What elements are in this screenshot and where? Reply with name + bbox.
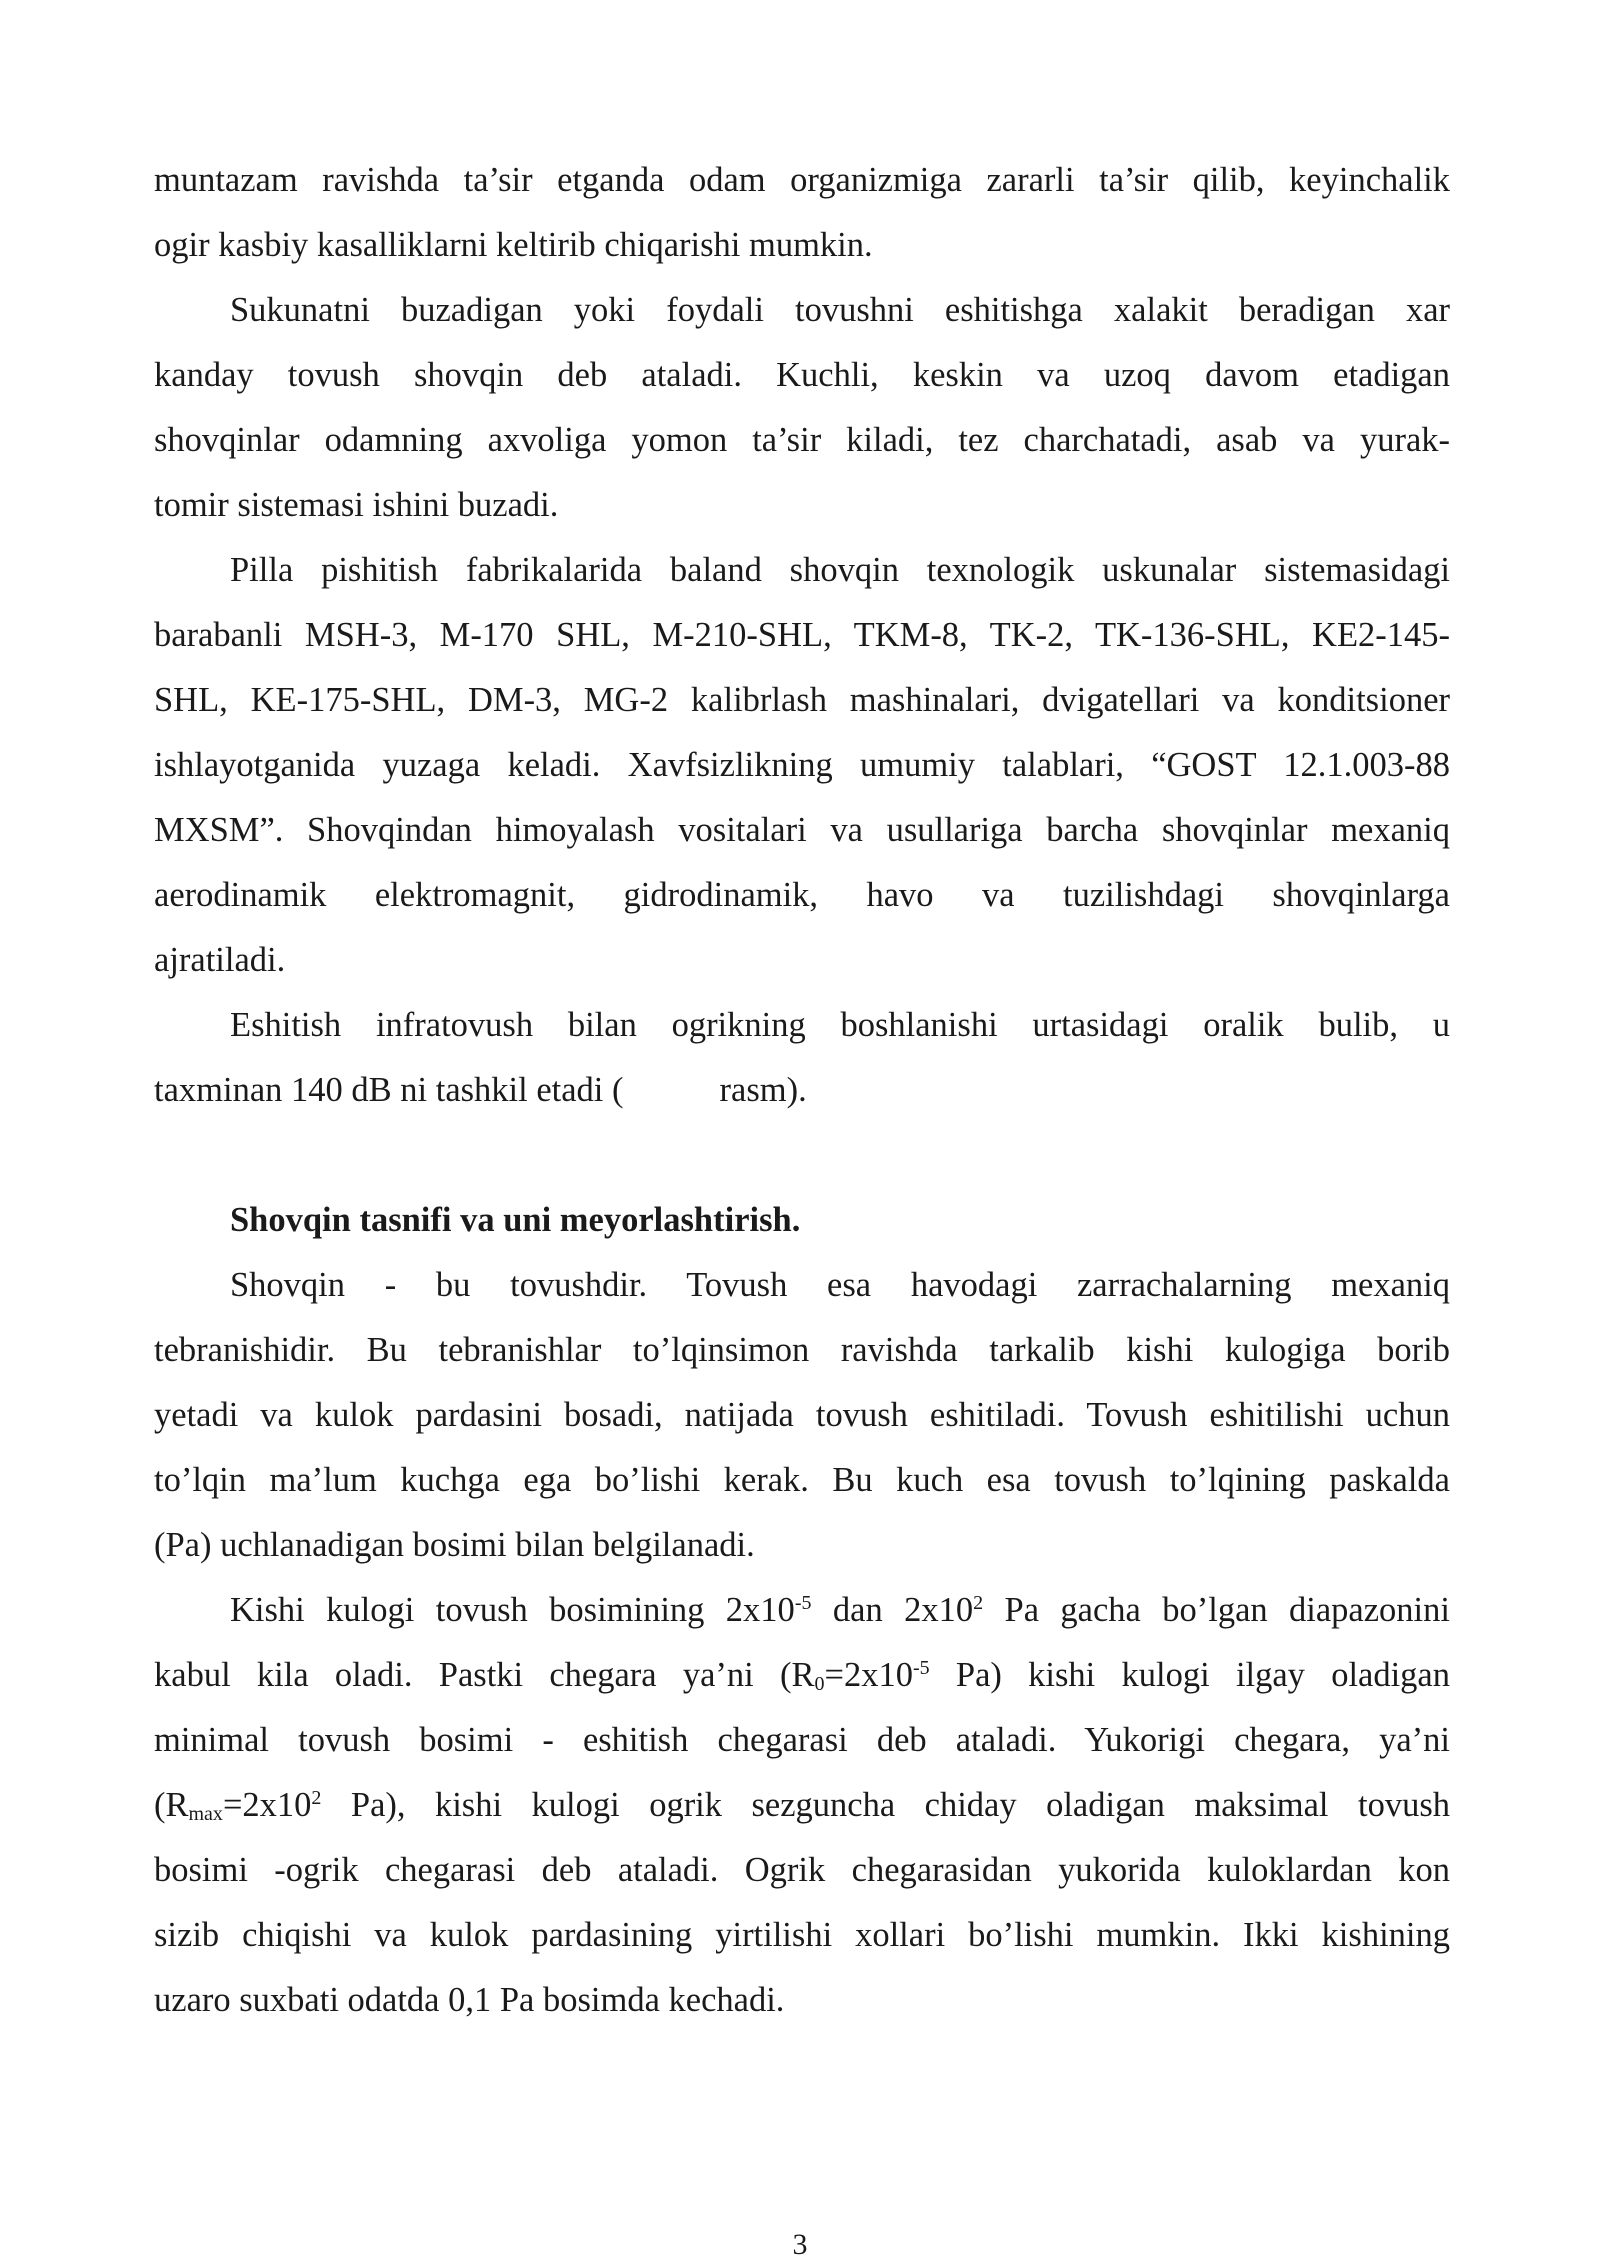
paragraph-continuation <box>154 148 1450 278</box>
text-span: dan 2x10 <box>811 1591 974 1629</box>
superscript: 2 <box>311 1786 322 1809</box>
text-line: yetadi va kulok pardasini bosadi, natijada tovush eshitiladi. Tovush eshitilishi uchun <box>154 1396 1450 1434</box>
text-span: Pa), kishi kulogi ogrik sezguncha chiday oladigan maksimal tovush <box>321 1786 1450 1824</box>
text-line: muntazam ravishda ta’sir etganda odam organizmiga zararli ta’sir qilib, keyinchalik <box>154 161 1450 199</box>
text-line: to’lqin ma’lum kuchga ega bo’lishi kerak. Bu kuch esa tovush to’lqining paskalda <box>154 1461 1450 1499</box>
text-line: uzaro suxbati odatda 0,1 Pa bosimda kechadi. <box>154 1981 785 2019</box>
text-line <box>154 1643 1450 1708</box>
text-line <box>154 1773 1450 1838</box>
text-span: =2x10 <box>824 1656 913 1694</box>
text-span: Kishi kulogi tovush bosimining 2x10 <box>230 1591 795 1629</box>
text-span: Pa) kishi kulogi ilgay oladigan <box>929 1656 1450 1694</box>
paragraph-sound-definition <box>154 1253 1450 1578</box>
text-line: MXSM”. Shovqindan himoyalash vositalari va usullariga barcha shovqinlar mexaniq <box>154 811 1450 849</box>
text-line <box>154 1578 1450 1643</box>
text-line: ajratiladi. <box>154 941 286 979</box>
section-heading: Shovqin tasnifi va uni meyorlashtirish. <box>230 1201 801 1239</box>
paragraph-noise-definition <box>154 278 1450 538</box>
page-number: 3 <box>792 2228 808 2261</box>
subscript: max <box>188 1803 223 1826</box>
text-line: ishlayotganida yuzaga keladi. Xavfsizlikning umumiy talablari, “GOST 12.1.003-88 <box>154 746 1450 784</box>
superscript: 2 <box>973 1591 984 1614</box>
text-line: ogir kasbiy kasalliklarni keltirib chiqarishi mumkin. <box>154 226 873 264</box>
text-line: Eshitish infratovush bilan ogrikning boshlanishi urtasidagi oralik bulib, u <box>230 1006 1450 1044</box>
superscript: -5 <box>912 1656 930 1679</box>
text-line: Shovqin - bu tovushdir. Tovush esa havodagi zarrachalarning mexaniq <box>230 1266 1450 1304</box>
text-span: kabul kila oladi. Pastki chegara ya’ni (R <box>154 1656 815 1694</box>
paragraph-hearing-range <box>154 993 1450 1123</box>
text-line: sizib chiqishi va kulok pardasining yirtilishi xollari bo’lishi mumkin. Ikki kishining <box>154 1916 1450 1954</box>
text-line: Pilla pishitish fabrikalarida baland shovqin texnologik uskunalar sistemasidagi <box>230 551 1450 589</box>
text-line: tomir sistemasi ishini buzadi. <box>154 486 559 524</box>
text-span: taxminan 140 dB ni tashkil etadi ( <box>154 1071 624 1109</box>
text-line: barabanli MSH-3, M-170 SHL, M-210-SHL, TKM-8, TK-2, TK-136-SHL, KE2-145- <box>154 616 1450 654</box>
text-line: shovqinlar odamning axvoliga yomon ta’sir kiladi, tez charchatadi, asab va yurak- <box>154 421 1450 459</box>
subscript: 0 <box>814 1673 825 1696</box>
text-line: minimal tovush bosimi - eshitish chegarasi deb ataladi. Yukorigi chegara, ya’ni <box>154 1721 1450 1759</box>
text-span: (R <box>154 1786 189 1824</box>
text-span: =2x10 <box>222 1786 312 1824</box>
paragraph-pressure-limits <box>154 1578 1450 2033</box>
text-line: kanday tovush shovqin deb ataladi. Kuchli, keskin va uzoq davom etadigan <box>154 356 1450 394</box>
text-line: tebranishidir. Bu tebranishlar to’lqinsimon ravishda tarkalib kishi kulogiga borib <box>154 1331 1450 1369</box>
text-span: Pa gacha bo’lgan diapazonini <box>983 1591 1450 1629</box>
text-line: (Pa) uchlanadigan bosimi bilan belgilanadi. <box>154 1526 755 1564</box>
text-line: Sukunatni buzadigan yoki foydali tovushni eshitishga xalakit beradigan xar <box>230 291 1450 329</box>
blank-line <box>154 1123 1450 1188</box>
text-line <box>154 1058 1450 1123</box>
superscript: -5 <box>794 1591 812 1614</box>
text-line: SHL, KE-175-SHL, DM-3, MG-2 kalibrlash mashinalari, dvigatellari va konditsioner <box>154 681 1450 719</box>
text-span: rasm). <box>719 1071 807 1109</box>
text-line: aerodinamik elektromagnit, gidrodinamik, havo va tuzilishdagi shovqinlarga <box>154 876 1450 914</box>
paragraph-factory-noise <box>154 538 1450 993</box>
text-line: bosimi -ogrik chegarasi deb ataladi. Ogrik chegarasidan yukorida kuloklardan kon <box>154 1851 1450 1889</box>
document-page <box>154 148 1450 2033</box>
